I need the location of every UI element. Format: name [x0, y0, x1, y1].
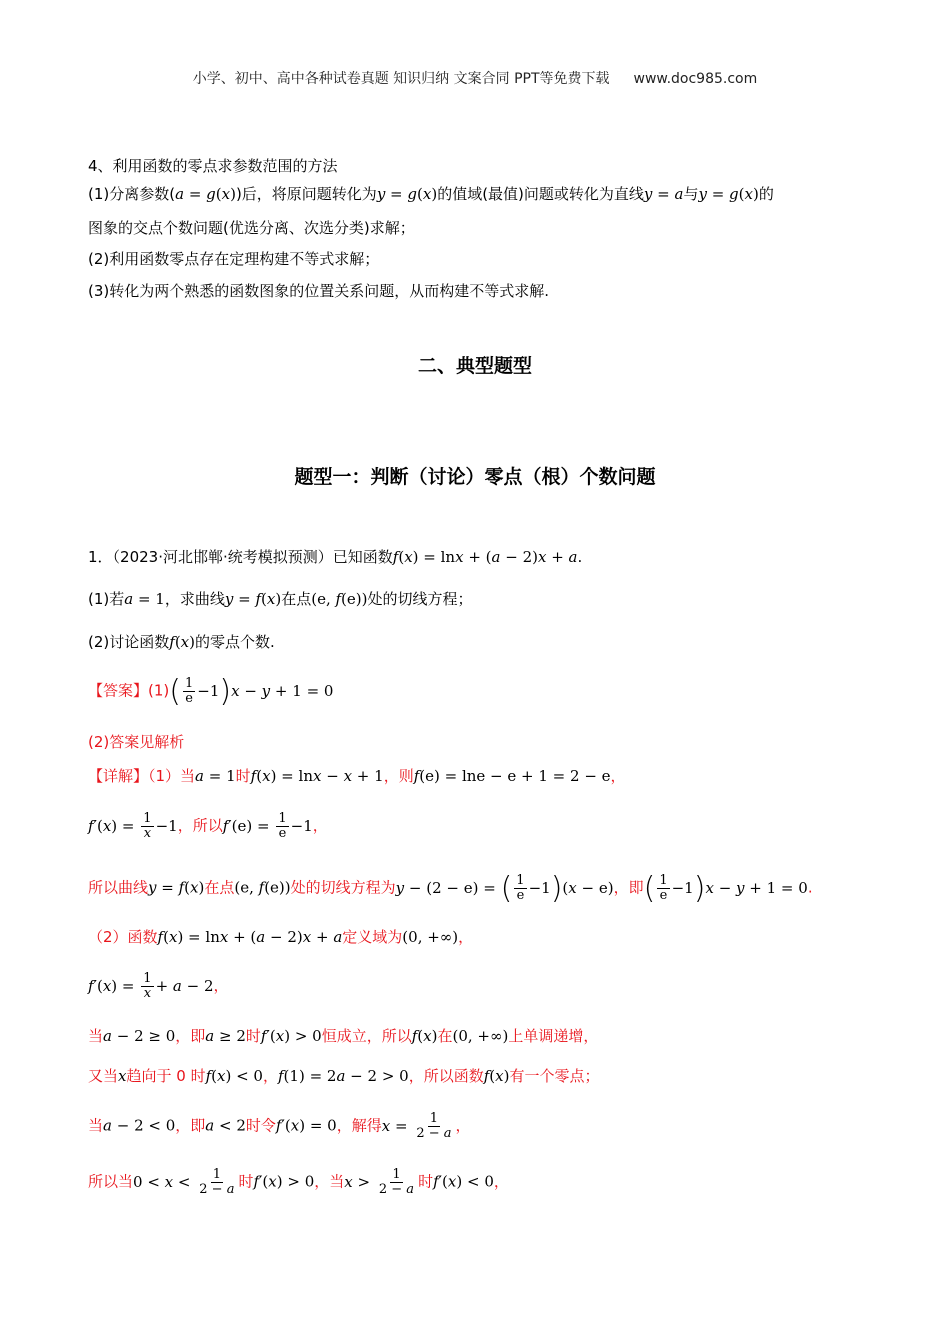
header-text: 小学、初中、高中各种试卷真题 知识归纳 文案合同 PPT等免费下载 [192, 71, 610, 87]
problem-q2: (2)讨论函数f(x)的零点个数. [88, 633, 275, 651]
detail-line7: 又当x趋向于 0 时f(x) < 0，f(1) = 2a − 2 > 0，所以函数f(x)有一个零点； [88, 1067, 600, 1085]
answer-part2: (2)答案见解析 [88, 733, 185, 751]
method-p1-cont: 图象的交点个数问题(优选分离、次选分类)求解； [88, 219, 415, 237]
detail-line2: f′(x) = $\frac{1}{x}$ −1，所以f′(e) = $\frac{1}{e}$ −1， [88, 811, 328, 841]
detail-line5: f′(x) = $\frac{1}{x}$ + a − 2， [88, 971, 229, 1001]
header-site[interactable]: www.doc985.com [633, 71, 758, 87]
detail-line9: 所以当0 < x < $\frac{1}{2 - a}$ 时f′(x) > 0，当x > $\frac{1}{2 - a}$ 时f′(x) < 0， [88, 1167, 509, 1197]
method-title: 4、利用函数的零点求参数范围的方法 [88, 157, 338, 175]
type1-title: 题型一：判断（讨论）零点（根）个数问题 [294, 466, 656, 488]
detail-line6: 当a − 2 ≥ 0，即a ≥ 2时f′(x) > 0恒成立，所以f(x)在(0, +∞)上单调递增， [88, 1027, 599, 1045]
problem-q1: (1)若a = 1，求曲线y = f(x)在点(e, f(e))处的切线方程； [88, 590, 473, 608]
answer-part1: 【答案】(1)( $\frac{1}{e}$ −1)x − y + 1 = 0 [88, 673, 334, 709]
method-p1: (1)分离参数(a = g(x))后，将原问题转化为y = g(x)的值域(最值)问题或转化为直线y = a与y = g(x)的 [88, 185, 774, 203]
problem-stem: 1．（2023·河北邯郸·统考模拟预测）已知函数f(x) = lnx + (a − 2)x + a. [88, 548, 583, 566]
method-p3: (3)转化为两个熟悉的函数图象的位置关系问题，从而构建不等式求解. [88, 282, 550, 300]
method-p2: (2)利用函数零点存在定理构建不等式求解； [88, 250, 380, 268]
section-title: 二、典型题型 [417, 355, 532, 377]
detail-line1: 【详解】（1）当a = 1时f(x) = lnx − x + 1，则f(e) = lne − e + 1 = 2 − e， [88, 767, 626, 785]
detail-line4: （2）函数f(x) = lnx + (a − 2)x + a定义域为(0, +∞)， [88, 928, 474, 946]
detail-line3: 所以曲线y = f(x)在点(e, f(e))处的切线方程为y − (2 − e) = ( $\frac{1}{e}$ −1)(x − e)，即( $\frac{1}{e}$ −1)x − y + 1 = 0. [88, 870, 813, 906]
detail-line8: 当a − 2 < 0，即a < 2时令f′(x) = 0，解得x = $\frac{1}{2 - a}$ ， [88, 1111, 471, 1141]
page-header [0, 68, 950, 88]
